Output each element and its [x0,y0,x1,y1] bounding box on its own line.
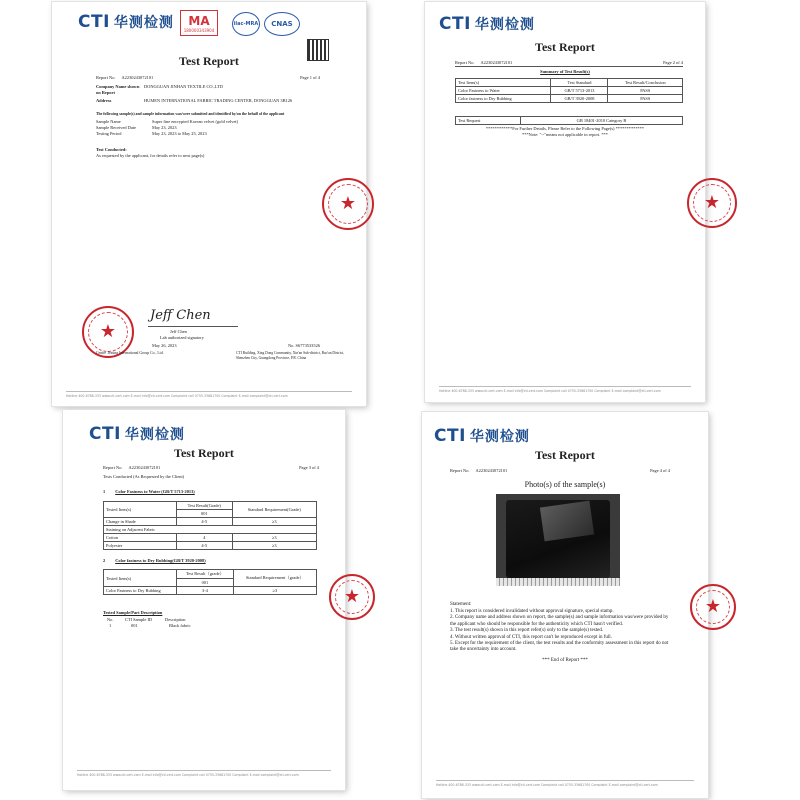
page-title: Test Report [174,446,234,460]
table-cell: PASS [608,95,683,103]
part-header: CTI Sample ID [125,617,153,622]
report-page-4 [422,412,722,798]
header-cell: Standard Requirement(Grade) [232,502,316,518]
part-cell: 1 [109,623,112,628]
org-address: CTI Building, Xing Dong Community, Xin'an Sub-district, Bao'an District, Shenzhen City, Guangdong Province, P.R. China [236,351,345,360]
section-1-heading [103,489,195,495]
table-cell: Change in Shade [104,518,177,526]
section-2-heading [103,558,206,564]
ilac-mra-badge [232,12,260,36]
table-cell: Color Fastness to Water [456,87,551,95]
test-request-table [455,116,683,125]
table-cell: 3-4 [177,587,234,595]
table-cell: 4 [177,534,233,542]
header-cell: Test Standard [551,79,608,87]
signature-seal-stamp: ★ [82,306,134,358]
sample-photo [496,494,620,586]
statement-label: Statement: [450,602,472,607]
org-name: Centre Testing International Group Co., Ltd. [96,351,164,355]
section-title: Color fastness to Dry Rubbing(GB/T 3920-2008) [115,558,206,563]
signature-line [148,326,238,327]
water-fastness-table [103,501,317,550]
sign-date: May 26, 2023 [152,343,177,348]
logo-text: CTI [434,426,466,446]
ruler [496,578,620,586]
logo-chinese: 华测检测 [474,17,535,33]
report-number-row [455,60,512,66]
table-cell: Color Fastness to Dry Rubbing [104,587,177,595]
report-number-row [96,75,153,81]
logo-text: CTI [439,14,471,34]
logo-chinese: 华测检测 [113,15,174,31]
report-no-value: A2230243072101 [121,75,154,80]
logo-chinese: 华测检测 [469,429,530,445]
cma-mark: MA [188,13,210,28]
summary-table [455,78,683,103]
conducted-value: As requested by the applicant, for details refer to next page(s) [96,153,205,158]
page-title: Test Report [535,40,595,54]
signer-name: Jeff Chen [170,329,187,334]
header-cell: Standard Requirement（grade） [233,570,316,587]
report-page-1 [52,2,366,406]
request-label: Test Request [456,117,521,125]
page-footer: Hotline 400-6788-333 www.cti-cert.com E-mail info@cti-cert.com Complaint call 0755-33681700 Complaint E-mail complaint@cti-cert.com [77,770,331,777]
table-cell: GB/T 5713-2013 [551,87,608,95]
cma-badge [180,10,218,36]
table-cell: Color fastness to Dry Rubbing [456,95,551,103]
header-cell: Test Item(s) [456,79,551,87]
divider [455,66,683,67]
table-cell: Cotton [104,534,177,542]
table-cell: ≥3 [232,534,316,542]
further-details-note: ************For Further Details, Please Refer to the Following Page(s) ************* [485,126,645,131]
cti-logo [78,12,174,32]
table-cell: ≥3 [232,518,316,526]
part-cell: Black fabric [169,623,191,628]
page-title: Test Report [179,54,239,68]
logo-text: CTI [89,424,121,444]
page-footer: Hotline 400-6788-333 www.cti-cert.com E-mail info@cti-cert.com Complaint call 0755-33681700 Complaint E-mail complaint@cti-cert.com [436,780,694,787]
sample-id-cell: 001 [177,510,233,518]
table-cell: Staining on Adjacent Fabric [104,526,317,534]
received-value: May 23, 2023 [152,125,177,130]
official-seal-stamp: ★ [687,178,737,228]
page-footer: Hotline 400-6788-333 www.cti-cert.com E-mail info@cti-cert.com Complaint call 0755-33681700 Complaint E-mail complaint@cti-cert.com [439,386,691,393]
period-label: Testing Period [96,131,122,136]
sample-id-cell: 001 [177,579,234,587]
cnas-badge [264,12,300,36]
address-label: Address [96,98,112,103]
header-cell: Test Result（grade） [177,570,234,579]
header-cell: Tested Item(s) [104,502,177,518]
sample-name-label: Sample Name [96,119,121,124]
cti-logo [89,424,185,444]
part-description-title: Tested Sample/Part Description [103,610,163,615]
sample-note: The following sample(s) and sample information was/were submitted and identified by/on the behalf of the applicant [96,112,285,116]
not-applicable-note: ***Note: "--"means not applicable in report. *** [522,132,608,137]
cnas-label: CNAS [271,20,293,28]
conducted-label: Test Conducted: [96,147,127,152]
cti-logo [439,14,535,34]
logo-chinese: 华测检测 [124,427,185,443]
report-no-value: A2230243072101 [128,465,161,470]
handwritten-signature: Jeff Chen [150,308,211,323]
table-cell: Polyester [104,542,177,550]
section-title: Color Fastness to Water (GB/T 5713-2013) [115,489,195,494]
table-cell: 4-5 [177,518,233,526]
page-number: Page 2 of 4 [663,60,683,65]
table-cell: ≥3 [233,587,316,595]
report-no-label: Report No. [450,468,470,473]
ilac-label: ilac-MRA [233,21,259,27]
header-cell: Tested Item(s) [104,570,177,587]
summary-title: Summary of Test Result(s) [540,69,590,74]
table-row [104,587,317,595]
section-number: 1 [103,489,106,494]
table-cell: ≥3 [232,542,316,550]
table-row [456,95,683,103]
page-number: Page 1 of 4 [300,75,320,80]
official-seal-stamp: ★ [329,574,375,620]
statement-item: 1. This report is considered invalidated without approval signature, special stamp. [450,609,614,614]
part-header: Description [165,617,186,622]
photo-title: Photo(s) of the sample(s) [524,480,606,489]
statement-item: 4. Without written approval of CTI, this report can't be reproduced except in full. [450,634,612,640]
request-value: GB 18401-2010 Category B [521,117,683,125]
report-no-value: A2230243072101 [475,468,508,473]
official-seal-stamp: ★ [690,584,736,630]
statement-list [450,609,672,654]
table-row [104,526,317,534]
report-page-3 [63,410,361,790]
fabric-fold [540,501,594,542]
report-no-value: A2230243072101 [480,60,513,65]
table-header-row [104,502,317,510]
page-number: Page 4 of 4 [650,468,670,473]
page-number: Page 3 of 4 [299,465,319,470]
serial-number: No. S6773533526 [288,343,320,348]
cti-logo [434,426,530,446]
sample-name-value: Super fine encrypted Korean velvet (gold velvet) [152,119,239,124]
report-page-2 [425,2,721,402]
table-cell: PASS [608,87,683,95]
page-title: Test Report [535,448,595,462]
statement-item: 5. Except for the requirement of the client, the test results and the conformity assessment in this report do not take the uncertainty into account. [450,641,669,653]
report-number-row [450,468,507,474]
header-cell: Test Result/Conclusion [608,79,683,87]
signer-role: Lab authorized signatory [160,335,204,340]
part-cell: 001 [131,623,138,628]
report-no-label: Report No. [455,60,475,65]
table-header-row [456,79,683,87]
company-label: Company Name shown on Report [96,84,140,95]
tests-conducted: Tests Conducted (As Requested by the Client) [103,474,185,479]
statement-item: 3. The test result(s) shown in this report refer(s) only to the sample(s) tested. [450,628,604,634]
logo-text: CTI [78,12,110,32]
part-header-row [107,617,186,623]
dry-rubbing-table [103,569,317,595]
report-no-label: Report No. [96,75,116,80]
table-row [456,87,683,95]
part-header: No. [107,617,114,622]
report-number-row [103,465,160,471]
statement-item: 2. Company name and address shown on report, the sample(s) and sample information was/were provided by the applicant who should be responsible for the authenticity which CTI hasn't verified. [450,615,669,627]
section-number: 2 [103,558,106,563]
table-cell: GB/T 3920-2008 [551,95,608,103]
table-row [104,542,317,550]
company-value: DONGGUAN JINHAN TEXTILE CO.,LTD [144,84,223,89]
end-of-report: *** End of Report *** [542,658,588,663]
page-footer: Hotline 400-6788-333 www.cti-cert.com E-mail info@cti-cert.com Complaint call 0755-33681700 Complaint E-mail complaint@cti-cert.com [66,391,352,398]
official-seal-stamp: ★ [322,178,374,230]
header-cell: Test Result(Grade) [177,502,233,510]
received-label: Sample Received Date [96,125,136,130]
table-row [104,518,317,526]
period-value: May 23, 2023 to May 25, 2023 [152,131,207,136]
part-row [109,623,191,629]
report-no-label: Report No. [103,465,123,470]
address-value: HUMEN INTERNATIONAL FABRIC TRADING CENTER, DONGGUAN 3B126 [144,98,293,103]
table-header-row [104,570,317,579]
table-cell: 4-5 [177,542,233,550]
table-row [456,117,683,125]
cma-number: 180000343904 [183,27,215,33]
table-row [104,534,317,542]
